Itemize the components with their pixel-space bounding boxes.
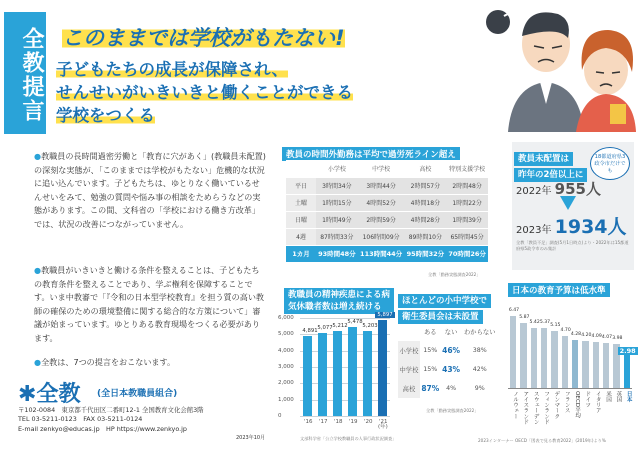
headline: このままでは学校がもたない! bbox=[62, 26, 345, 50]
table-row: 土曜 1時間15分 4時間52分 4時間18分 1時間22分 bbox=[286, 194, 488, 211]
org-logo: ✱全教 bbox=[18, 382, 81, 407]
y-tick-label: 6,000 bbox=[278, 315, 294, 321]
table-row: 高校 87% 4% 9% bbox=[398, 379, 498, 398]
country-label: スウェーデン bbox=[532, 391, 539, 425]
y-tick-label: 2,000 bbox=[278, 380, 294, 387]
bar-value-label: 5,212 bbox=[332, 322, 348, 329]
bar bbox=[303, 336, 312, 416]
country-label: ドイツ bbox=[584, 391, 591, 408]
issue-date: 2023年10月 bbox=[236, 435, 266, 441]
y-tick-label: 0 bbox=[278, 413, 282, 419]
country-label: デンマーク bbox=[553, 391, 560, 419]
unfilled-note: 全教「教員不足」調査(5月1日時点)より・2022年は15都道府県5政令市のみ集計 bbox=[516, 240, 629, 251]
org-email[interactable]: E-mail zenkyo@educas.jp HP https://www.zenkyo.jp bbox=[18, 425, 187, 433]
budget-value-label: 4.28 bbox=[570, 332, 582, 338]
x-tick-label: '19 bbox=[349, 419, 358, 425]
sickleave-title: 教職員の精神疾患による病気休職者数は増え続ける bbox=[284, 288, 394, 314]
x-tick-label: '21 bbox=[379, 419, 388, 425]
budget-bar bbox=[603, 343, 609, 388]
nurse-table bbox=[398, 322, 498, 398]
country-label: ノルウェー bbox=[512, 391, 518, 419]
gridline bbox=[300, 400, 390, 401]
bar bbox=[318, 333, 327, 416]
subline-1: 子どもたちの成長が保障され、 bbox=[56, 56, 288, 80]
unfilled-2023: 2023年 1934人 bbox=[516, 216, 627, 238]
gridline bbox=[300, 351, 390, 352]
table-row: 平日 3時間34分 3時間44分 2時間57分 2時間48分 bbox=[286, 177, 488, 194]
table-row: 日曜 1時間49分 2時間59分 4時間28分 1時間39分 bbox=[286, 211, 488, 228]
x-tick-label: '16 bbox=[304, 419, 313, 425]
country-label: 英国 bbox=[615, 391, 622, 403]
table-row-total: 1カ月 93時間48分 113時間44分 95時間32分 70時間26分 bbox=[286, 245, 488, 262]
budget-value-label: 5.15 bbox=[550, 322, 561, 328]
bar bbox=[363, 331, 372, 416]
gridline bbox=[300, 416, 390, 417]
y-tick-label: 1,000 bbox=[278, 396, 294, 403]
table-header-row: ある ない わからない bbox=[423, 329, 496, 336]
baseline bbox=[508, 388, 632, 389]
country-label: アイスランド bbox=[522, 391, 529, 425]
subline-2: せんせいがいきいきと働くことができる bbox=[56, 79, 353, 103]
bar-value-label: 5,077 bbox=[317, 325, 333, 332]
budget-bar bbox=[572, 340, 578, 388]
budget-value-label: 6.47 bbox=[508, 307, 520, 313]
x-tick-label: '18 bbox=[334, 419, 343, 425]
unfilled-2022: 2022年 955人 bbox=[516, 180, 601, 198]
budget-value-label: 5.42 bbox=[529, 319, 540, 325]
country-label: イタリア bbox=[594, 391, 601, 414]
bar bbox=[348, 327, 357, 416]
paragraph-2: ●教職員がいきいきと働ける条件を整えることは、子どもたちの教育条件を整えることであり、学ぶ権利を保障することです。いま中教審で「『令和の日本型学校教育』を担う質の高い教師の確保のための環境整備に関する総合的な方策について」審議が始まっています。ゆとりある教育現場をつくる必要があります。 bbox=[34, 265, 265, 343]
overtime-table bbox=[286, 160, 488, 263]
budget-value-label: 2.98 bbox=[619, 346, 636, 355]
down-arrow-icon bbox=[560, 196, 576, 210]
country-label: フランス bbox=[563, 391, 570, 414]
budget-value-label: 3.98 bbox=[612, 335, 623, 341]
x-axis-unit: (年) bbox=[378, 424, 388, 430]
gridline bbox=[300, 383, 390, 384]
budget-value-label: 4.09 bbox=[591, 334, 602, 340]
budget-bar bbox=[520, 323, 526, 388]
x-tick-label: '20 bbox=[364, 419, 373, 425]
country-label: フィンランド bbox=[543, 391, 549, 425]
overtime-title: 教員の時間外勤務は平均で過労死ライン超え bbox=[282, 142, 460, 161]
subline-3: 学校をつくる bbox=[56, 102, 155, 126]
y-tick-label: 4,000 bbox=[278, 347, 294, 354]
budget-chart bbox=[506, 296, 634, 436]
bar-value-label: 4,891 bbox=[302, 328, 318, 335]
budget-value-label: 4.20 bbox=[581, 333, 592, 339]
budget-value-label: 4.07 bbox=[601, 334, 613, 340]
sickleave-source: 文部科学省「公立学校教職員の人事行政状況調査」 bbox=[300, 436, 397, 441]
y-tick-label: 5,000 bbox=[278, 331, 294, 338]
paragraph-3: ●全教は、7つの提言をおこないます。 bbox=[34, 357, 176, 367]
budget-bar bbox=[551, 331, 557, 388]
x-tick-label: '17 bbox=[319, 419, 328, 425]
unfilled-title: 教員未配置は 昨年の2倍以上に bbox=[514, 150, 587, 182]
bar-value-label: 5,203 bbox=[362, 323, 378, 330]
gridline bbox=[300, 367, 390, 368]
country-label: OECD平均 bbox=[574, 391, 580, 419]
budget-bar bbox=[582, 341, 588, 388]
budget-value-label: 5.87 bbox=[519, 314, 530, 320]
org-tel: TEL 03-5211-0123 FAX 03-5211-0124 bbox=[18, 415, 143, 423]
bar bbox=[378, 320, 387, 416]
budget-title: 日本の教育予算は低水準 bbox=[508, 278, 610, 297]
budget-value-label: 5.37 bbox=[539, 320, 551, 326]
nurse-source: 全教「勤務実態調査2022」 bbox=[426, 408, 479, 413]
y-tick-label: 3,000 bbox=[278, 364, 294, 370]
budget-value-label: 4.70 bbox=[560, 327, 571, 333]
country-label: 日本 bbox=[625, 391, 632, 403]
country-label: 米国 bbox=[605, 391, 611, 403]
unfilled-callout: 18都道府県3政令市だけでも bbox=[590, 147, 630, 180]
paragraph-1: ●教職員の長時間過密労働と「教育に穴があく」(教職員未配置)の深刻な実態が、「このままでは学校がもたない」危機的な状況に追い込んでいます。子どもたちは、ゆとりなく働いているせんせいをみて、勉強の質問や悩み事の相談をためらうなどの実態があります。この間、文科省の「学校における働き方改革」では、状況の改善につながっていません。 bbox=[34, 151, 266, 229]
bar bbox=[333, 331, 342, 416]
table-row: 中学校 15% 43% 42% bbox=[398, 360, 498, 379]
side-title: 全教提言 bbox=[4, 12, 46, 134]
budget-bar bbox=[593, 342, 599, 388]
bar-value-label: 5,897 bbox=[375, 312, 395, 318]
budget-source: 2023インターナー OECD「図表で見る教育2022」(2019年)より% bbox=[478, 438, 606, 443]
table-header-row: 小学校 中学校 高校 特別支援学校 bbox=[286, 160, 488, 177]
budget-bar bbox=[541, 328, 547, 388]
table-row: 小学校 15% 46% 38% bbox=[398, 341, 498, 360]
budget-bar bbox=[531, 328, 537, 388]
teachers-illustration bbox=[478, 4, 638, 132]
org-address: 〒102-0084 東京都千代田区二番町12-1 全国教育文化会館3階 bbox=[18, 406, 204, 414]
sickleave-chart bbox=[278, 312, 392, 440]
bar-value-label: 5,478 bbox=[347, 318, 363, 325]
budget-bar bbox=[562, 336, 568, 388]
nurse-title: ほとんどの小中学校で 衛生委員会は未設置 bbox=[398, 292, 491, 324]
overtime-source: 全教「勤務実態調査2022」 bbox=[428, 272, 481, 277]
budget-bar bbox=[510, 316, 516, 388]
table-row: 4週 87時間33分 106時間09分 89時間10分 65時間45分 bbox=[286, 228, 488, 245]
org-name: (全日本教職員組合) bbox=[97, 389, 178, 399]
budget-bar bbox=[624, 355, 630, 388]
gridline bbox=[300, 334, 390, 335]
